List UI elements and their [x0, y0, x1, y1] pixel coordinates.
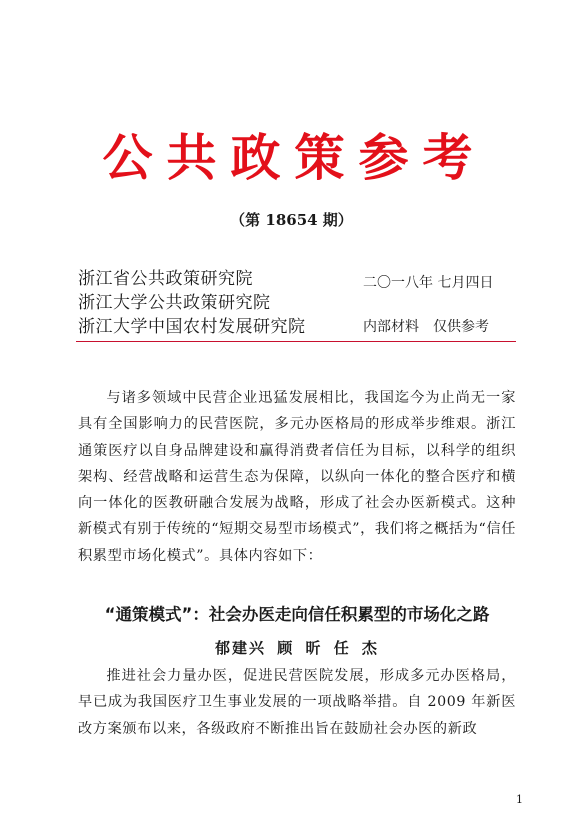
institution-line: 浙江省公共政策研究院 [78, 269, 253, 289]
issue-number: （第 18654 期） [230, 211, 353, 229]
issue-date: 二〇一八年 七月四日 [363, 275, 494, 291]
publication-title: 公共政策参考 [102, 128, 487, 187]
article-title: “通策模式”：社会办医走向信任积累型的市场化之路 [104, 605, 490, 624]
classification-note: 内部材料 仅供参考 [363, 319, 489, 335]
institution-line: 浙江大学中国农村发展研究院 [78, 317, 306, 337]
body-paragraph: 推进社会力量办医，促进民营医院发展，形成多元办医格局，早已成为我国医疗卫生事业发展的一项战略举措。自 2009 年新医改方案颁布以来，各级政府不断推出旨在鼓励社会办医的新政 [78, 668, 516, 737]
intro-paragraph: 与诸多领域中民营企业迅猛发展相比，我国迄今为止尚无一家具有全国影响力的民营医院，多元办医格局的形成举步维艰。浙江通策医疗以自身品牌建设和赢得消费者信任为目标，以科学的组织架构、经营战略和运营生态为保障，以纵向一体化的整合医疗和横向一体化的医教研融合发展为战略，形成了社会办医新模式。这种新模式有别于传统的“短期交易型市场模式”，我们将之概括为“信任积累型市场化模式”。具体内容如下： [78, 390, 516, 564]
page-number: 1 [516, 793, 523, 806]
institution-line: 浙江大学公共政策研究院 [78, 293, 271, 313]
article-authors: 郁建兴 顾 昕 任 杰 [215, 639, 379, 657]
header-divider [76, 341, 516, 342]
